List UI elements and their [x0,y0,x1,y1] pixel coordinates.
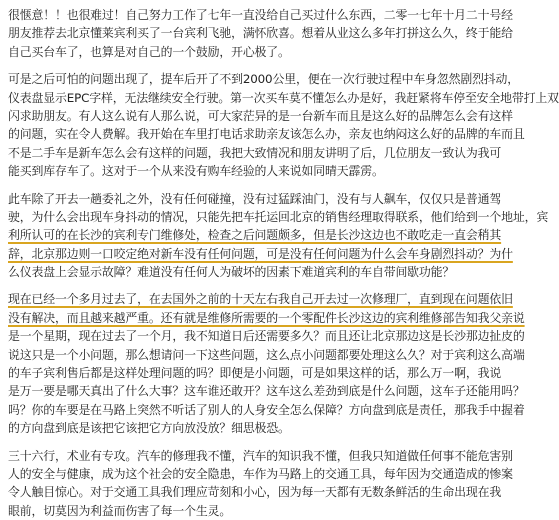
text-line: 能买到库存车了。这对于一个从来没有购车经验的人来说如同晴天霹雳。 [8,164,384,179]
text-line: 很惬意！！也很难过！自己努力工作了七年一直没给自己买过什么东西，二零一七年十月二十号经 [8,8,513,22]
text-line: 吗？你的车要是在马路上突然不听话了别人的人身安全怎么保障？方向盘到底是责任，那我手中握着 [8,402,525,417]
paragraph-5 [8,447,513,520]
text-line: 可是之后可怕的问题出现了，提车后开了不到2000公里，便在一次行驶过程中车身忽然剧烈抖动， [8,72,520,87]
highlighted-text-line: 现在已经一个多月过去了，在去国外之前的十天左右我自己开去过一次修理厂，直到现在问题依旧 [8,292,513,307]
paragraph-4 [8,290,525,437]
text-line: 的问题，实在令人费解。我开始在车里打电话求助亲友该怎么办，亲友也纳闷这么好的品牌的车而且 [8,127,525,142]
text-line: 驶，为什么会出现车身抖动的情况，只能先把车托运回北京的销售经理取得联系，他们给到一个地址，宾 [8,209,549,224]
highlighted-text-line: 辞，北京那边则一口咬定绝对新车没有任何问题，可是没有任何问题为什么会车身剧烈抖动？为什 [8,246,513,261]
text-line: 不是二手车是新车怎么会有这样的问题，我把大致情况和朋友讲明了后，几位朋友一致认为我可 [8,145,502,160]
text-line: 令人触目惊心。对于交通工具我们理应苛刻和小心，因为每一天都有无数条鲜活的生命出现在我 [8,485,502,500]
highlighted-text-line: 利所认可的在长沙的宾利专门维修处，检查之后问题颇多，但是长沙这边也不敢吃走一直会稍其 [8,228,502,243]
text-line: 仪表盘显示EPC字样，无法继续安全行驶。第一次买车莫不懂怎么办是好，我赶紧将车停至安全地带打上双 [8,90,559,105]
paragraph-1 [8,6,513,61]
highlighted-text-line: 没有解决，而且越来越严重。还有就是维修所需要的一个零配件长沙这边的宾利维修部告知我父亲说 [8,310,525,325]
text-line: 人的安全与健康，成为这个社会的安全隐患，车作为马路上的交通工具，每年因为交通造成的惨案 [8,466,513,481]
paragraph-3 [8,190,549,282]
text-line: 么仪表盘上会显示故障？难道没有任何人为破坏的因素下难道宾利的车自带间歇功能？ [8,265,455,280]
text-line: 三十六行，术业有专攻。汽车的修理我不懂，汽车的知识我不懂，但我只知道做任何事不能危害别 [8,448,513,463]
text-line: 朋友推荐去北京懂莱宾利买了一台宾利飞驰，满怀欣喜。想着从业这么多年打拼这么久，终于能给 [8,26,513,41]
text-line: 的方向盘到底是该把它该把它方向放没放？细思极恐。 [8,421,290,436]
text-line: 说这只是一个小问题，那么想请问一下这些问题，这么点小问题都要处理这么久？对于宾利这么高端 [8,347,525,362]
text-line: 眼前，切莫因为利益而伤害了每一个生灵。 [8,503,232,518]
paragraph-2 [8,70,559,180]
text-line: 自己买台车了，也算是对自己的一个鼓励，开心极了。 [8,44,290,59]
text-line: 是万一要是哪天真出了什么大事？这车谁还敢开？这车这么差劲到底是什么问题，这车子还能用吗？ [8,384,525,399]
text-line: 闪求助朋友。有人这么说有人那么说，可大家茫异的是一台新车而且是这么好的品牌怎么会有这样 [8,108,513,123]
text-line: 此车除了开去一趟委礼之外，没有任何碰撞，没有过猛踩油门，没有与人飙车，仅仅只是普通驾 [8,191,502,206]
text-line: 是一个星期，现在过去了一个月，我不知道日后还需要多久？而且还让北京那边这是长沙那边扯皮的 [8,329,525,344]
text-line: 的车子宾利售后都是这样处理问题的吗？即便是小问题，可是如果这样的话，那么万一啊，我说 [8,366,502,381]
